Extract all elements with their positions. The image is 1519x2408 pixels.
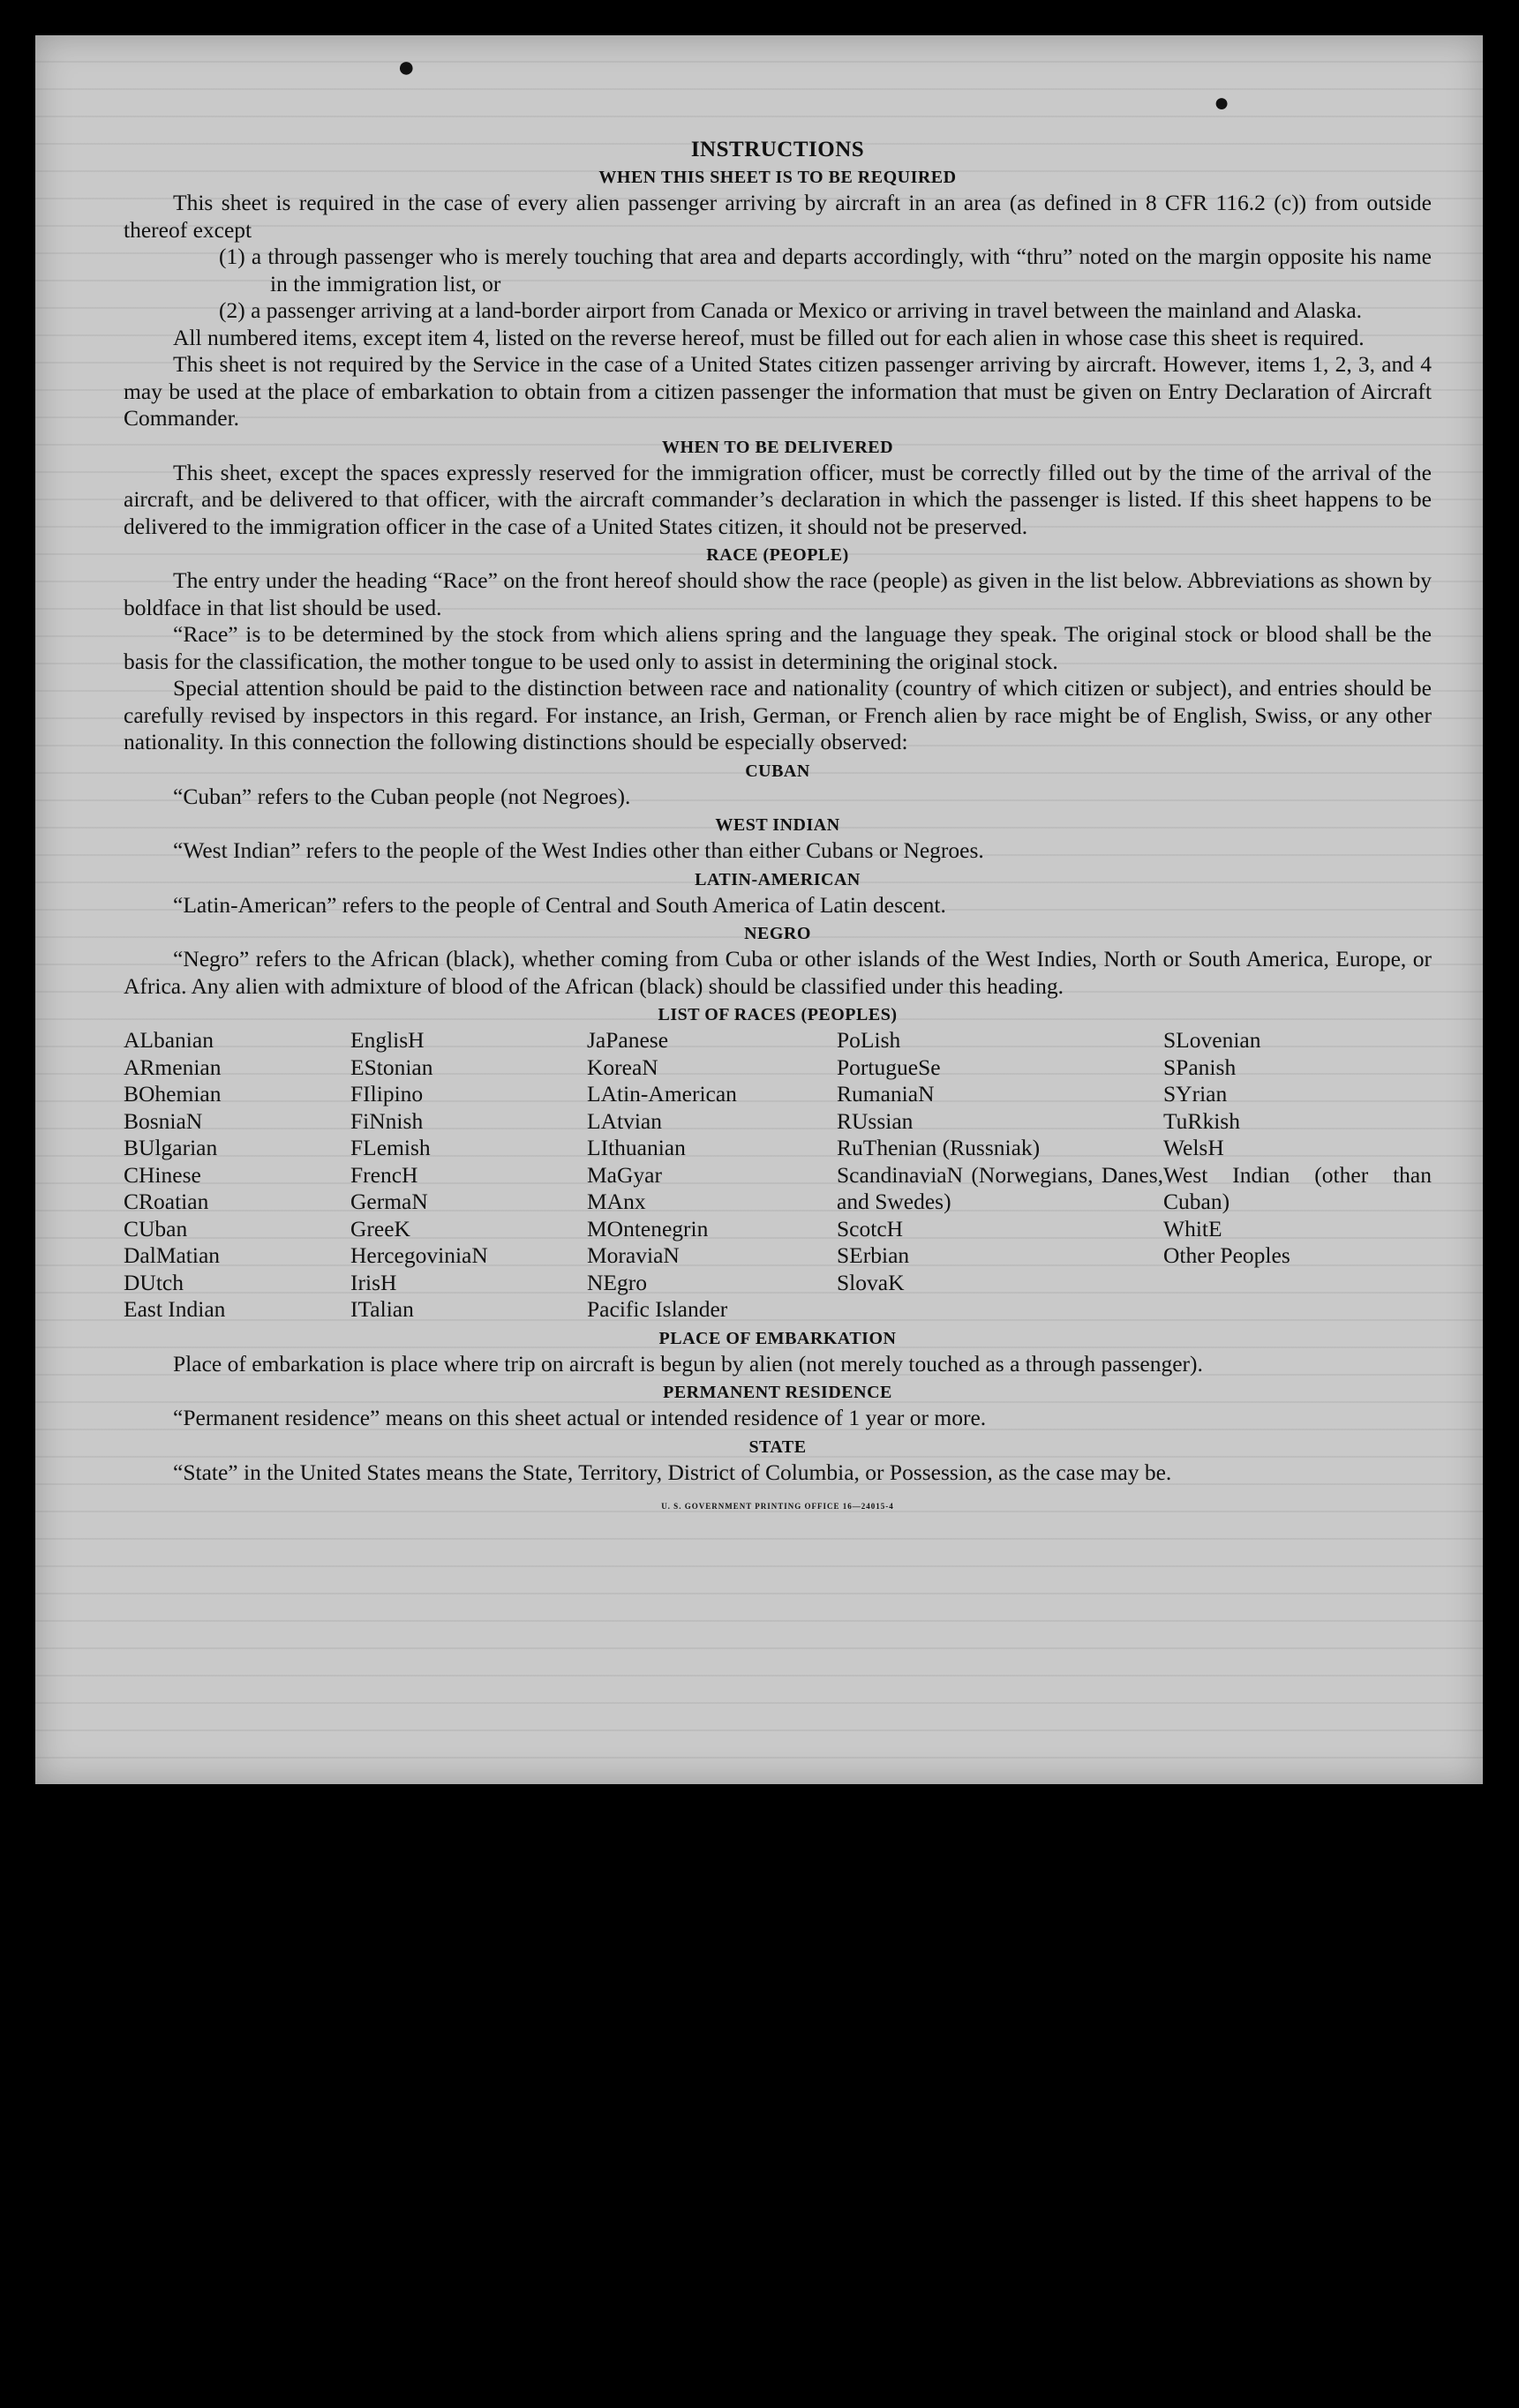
paragraph: This sheet is required in the case of every alien passenger arriving by aircraft in an area (as defined in 8 CFR 116.2 (c)) from outside thereof except — [124, 190, 1432, 243]
race-entry: EnglisH — [350, 1027, 425, 1053]
race-entry: SPanish — [1163, 1054, 1237, 1080]
list-item: (2) a passenger arriving at a land-border airport from Canada or Mexico or arriving in travel between the mainland and Alaska. — [219, 297, 1363, 323]
heading-permanent-residence: PERMANENT RESIDENCE — [663, 1383, 892, 1402]
race-entry: RuThenian (Russniak) — [837, 1135, 1041, 1160]
paragraph: “Race” is to be determined by the stock from which aliens spring and the language they speak. The original stock or blood shall be the basis for the classification, the mother tongue to be used only to assist in determining the original stock. — [124, 621, 1432, 674]
paragraph: The entry under the heading “Race” on the front hereof should show the race (people) as given in the list below. Abbreviations as shown by boldface in that list should be used. — [124, 567, 1432, 620]
race-entry: Pacific Islander — [587, 1296, 728, 1322]
race-entry: CHinese — [124, 1161, 201, 1188]
paragraph: “Permanent residence” means on this sheet actual or intended residence of 1 year or more. — [173, 1405, 987, 1430]
race-entry: MaGyar — [587, 1161, 662, 1188]
race-entry: SLovenian — [1163, 1027, 1261, 1053]
race-entry: PortugueSe — [837, 1054, 941, 1080]
race-entry: SlovaK — [837, 1269, 905, 1295]
paragraph: This sheet, except the spaces expressly reserved for the immigration officer, must be correctly filled out by the time of the arrival of the aircraft, and be delivered to that officer, with the aircraft commander’s declaration in which the passenger is listed. If this sheet happens to be delivered to the immigration officer in the case of a United States citizen, it should not be preserved. — [124, 459, 1432, 539]
race-entry: LAtvian — [587, 1107, 662, 1134]
races-column — [1163, 1027, 1432, 1324]
race-entry: FLemish — [350, 1135, 431, 1160]
ink-blot-mark: ● — [1214, 88, 1230, 117]
race-entry: LIthuanian — [587, 1135, 686, 1160]
race-entry: BUlgarian — [124, 1135, 218, 1160]
race-entry: MoraviaN — [587, 1242, 680, 1268]
document-sheet — [35, 35, 1483, 1784]
race-entry: DUtch — [124, 1269, 184, 1295]
race-entry: MAnx — [587, 1189, 646, 1214]
races-column — [837, 1027, 1163, 1324]
heading-when-delivered: WHEN TO BE DELIVERED — [661, 437, 894, 457]
race-entry: SYrian — [1163, 1081, 1228, 1106]
heading-place-of-embarkation: PLACE OF EMBARKATION — [658, 1328, 897, 1348]
list-item: (1) a through passenger who is merely touching that area and departs accordingly, with “thru” noted on the margin opposite his name in the immigration list, or — [219, 244, 1432, 296]
race-entry: RUssian — [837, 1107, 914, 1134]
race-entry: GreeK — [350, 1215, 410, 1242]
heading-when-required: WHEN THIS SHEET IS TO BE REQUIRED — [598, 168, 957, 187]
race-entry: ALbanian — [124, 1027, 214, 1053]
race-entry: ScotcH — [837, 1215, 904, 1242]
race-entry: FrencH — [350, 1161, 418, 1188]
ink-blot-mark: ● — [397, 51, 416, 84]
race-entry: CUban — [124, 1215, 188, 1242]
race-entry: BosniaN — [124, 1107, 203, 1134]
race-entry: EStonian — [350, 1054, 433, 1080]
printing-office-footer: U. S. GOVERNMENT PRINTING OFFICE 16—24015-4 — [661, 1502, 894, 1511]
paragraph: “West Indian” refers to the people of the West Indies other than either Cubans or Negroes. — [173, 837, 984, 863]
heading-negro: NEGRO — [744, 924, 811, 943]
race-entry: SErbian — [837, 1242, 910, 1268]
race-entry: KoreaN — [587, 1054, 658, 1080]
paragraph: “State” in the United States means the State, Territory, District of Columbia, or Possession, as the case may be. — [173, 1459, 1172, 1485]
race-entry: PoLish — [837, 1027, 901, 1053]
race-entry: ScandinaviaN (Norwegians, Danes, and Swedes) — [837, 1161, 1163, 1214]
paragraph: This sheet is not required by the Service in the case of a United States citizen passenger arriving by aircraft. However, items 1, 2, 3, and 4 may be used at the place of embarkation to obtain from a citizen passenger the information that must be given on Entry Declaration of Aircraft Commander. — [124, 351, 1432, 431]
race-entry: ITalian — [350, 1296, 414, 1322]
paragraph: All numbered items, except item 4, listed on the reverse hereof, must be filled out for each alien in whose case this sheet is required. — [173, 324, 1365, 350]
race-entry: WelsH — [1163, 1135, 1224, 1160]
race-entry: CRoatian — [124, 1189, 209, 1214]
race-entry: JaPanese — [587, 1027, 669, 1053]
race-entry: NEgro — [587, 1269, 647, 1295]
paragraph: “Cuban” refers to the Cuban people (not Negroes). — [173, 783, 631, 809]
race-entry: West Indian (other than Cuban) — [1163, 1161, 1432, 1214]
paragraph: “Latin-American” refers to the people of Central and South America of Latin descent. — [173, 891, 946, 918]
race-entry: DalMatian — [124, 1242, 221, 1268]
instructions-content — [124, 104, 1432, 1511]
paragraph: Special attention should be paid to the distinction between race and nationality (country of which citizen or subject), and entries should be carefully revised by inspectors in this regard. For instance, an Irish, German, or French alien by race might be of English, Swiss, or any other nationality. In this connection the following distinctions should be especially observed: — [124, 675, 1432, 754]
race-entry: RumaniaN — [837, 1081, 935, 1106]
race-entry: FIlipino — [350, 1081, 424, 1106]
heading-west-indian: WEST INDIAN — [715, 815, 840, 835]
race-entry: MOntenegrin — [587, 1215, 709, 1242]
race-entry: ARmenian — [124, 1054, 222, 1080]
race-entry: WhitE — [1163, 1215, 1222, 1242]
heading-cuban: CUBAN — [745, 761, 810, 781]
race-entry: IrisH — [350, 1269, 397, 1295]
race-entry: GermaN — [350, 1189, 428, 1214]
heading-latin-american: LATIN-AMERICAN — [695, 869, 861, 889]
paragraph: “Negro” refers to the African (black), whether coming from Cuba or other islands of the West Indies, North or South America, Europe, or Africa. Any alien with admixture of blood of the African (black) should be classified under this heading. — [124, 946, 1432, 999]
races-column — [124, 1027, 350, 1324]
heading-state: STATE — [748, 1437, 807, 1457]
races-column — [350, 1027, 587, 1324]
page-title: INSTRUCTIONS — [690, 138, 865, 161]
race-entry: Other Peoples — [1163, 1242, 1290, 1268]
race-entry: HercegoviniaN — [350, 1242, 488, 1268]
race-entry: East Indian — [124, 1296, 226, 1322]
race-entry: FiNnish — [350, 1107, 424, 1134]
race-entry: LAtin-American — [587, 1081, 737, 1106]
race-entry: TuRkish — [1163, 1107, 1240, 1134]
race-entry: BOhemian — [124, 1081, 222, 1106]
races-column — [587, 1027, 837, 1324]
heading-race: RACE (PEOPLE) — [706, 545, 849, 565]
paragraph: Place of embarkation is place where trip on aircraft is begun by alien (not merely touched as a through passenger). — [173, 1350, 1203, 1377]
races-list — [124, 1027, 1432, 1324]
heading-list-of-races: LIST OF RACES (PEOPLES) — [658, 1005, 898, 1024]
